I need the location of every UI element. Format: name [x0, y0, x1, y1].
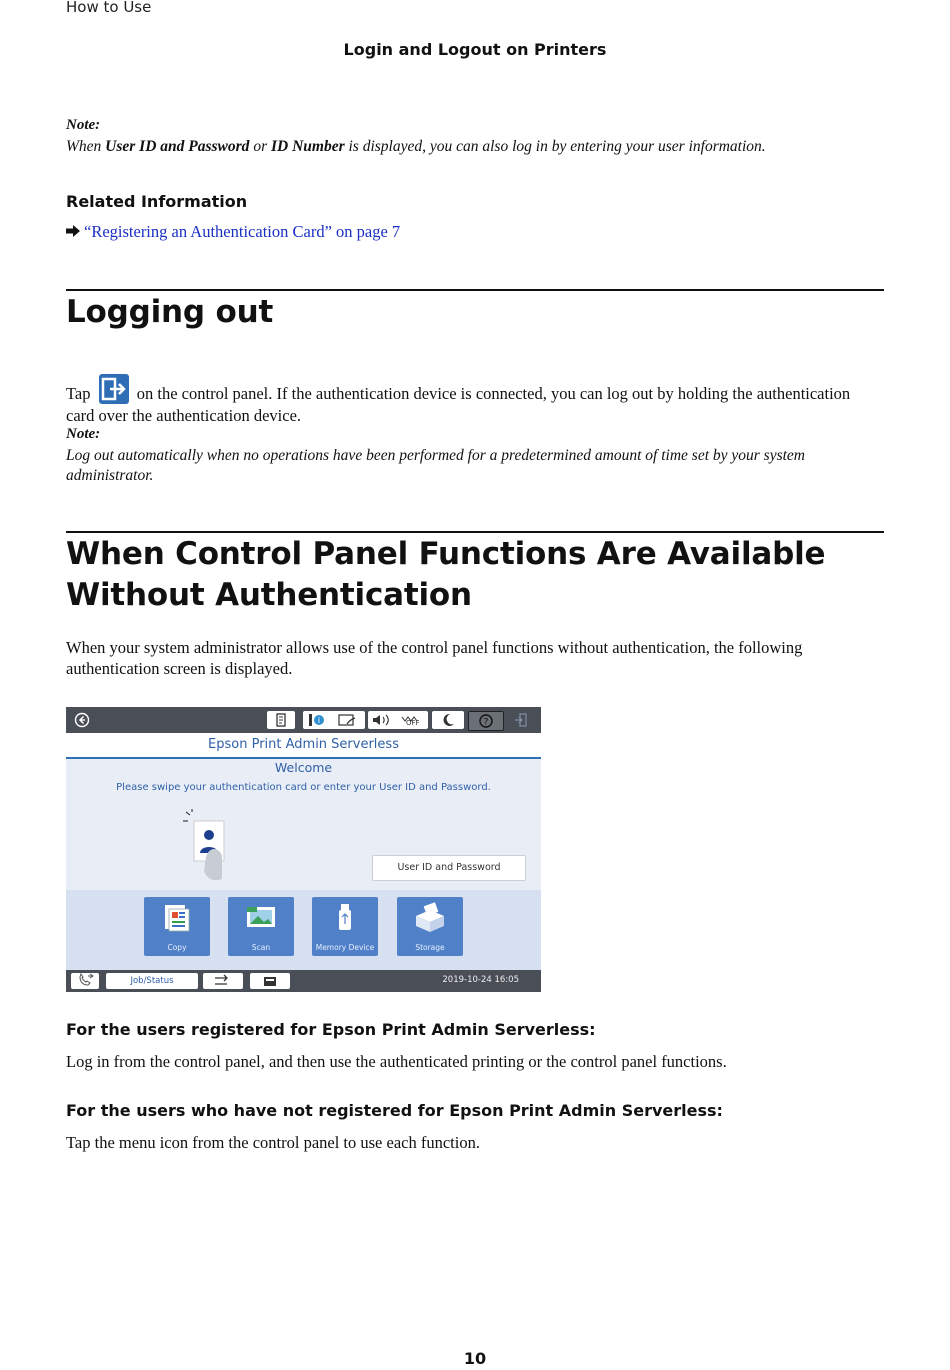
job-list-icon [203, 973, 243, 989]
job-status-button[interactable]: Job/Status [106, 973, 198, 989]
logout-text: on the control panel. If the authentication device is connected, you can log out by holding the authentication card over the authentication device. [66, 384, 851, 425]
brand-bar [66, 733, 541, 759]
swipe-instruction: Please swipe your authentication card or enter your User ID and Password. [116, 782, 491, 793]
note-text [66, 137, 866, 157]
printer-status-icon [267, 711, 295, 729]
copy-label: Copy [167, 943, 187, 952]
brand-title: Epson Print Admin Serverless [208, 737, 399, 752]
off-label: OFF [406, 719, 420, 727]
scan-label: Scan [251, 943, 271, 952]
moon-icon [432, 711, 464, 729]
section-rule [66, 531, 884, 533]
logout-note-text: Log out automatically when no operations have been performed for a predetermined amount of time set by your system administrator. [66, 447, 806, 484]
status-bar [66, 707, 541, 733]
note-text-part: When [66, 138, 106, 155]
control-panel-screen [66, 707, 541, 992]
logout-icon [98, 373, 130, 405]
unregistered-users-heading: For the users who have not registered for Epson Print Admin Serverless: [66, 1101, 723, 1120]
network-status-icon [303, 711, 365, 729]
welcome-text: Welcome [274, 760, 333, 775]
scan-tile[interactable] [228, 897, 294, 956]
help-icon [469, 712, 503, 730]
note-bold-user-id: User ID and Password [105, 138, 250, 155]
fax-status-button[interactable] [71, 973, 99, 989]
section-rule [66, 289, 884, 291]
note-bold-id-number: ID Number [270, 138, 345, 155]
svg-text:i: i [317, 716, 321, 725]
no-auth-intro: When your system administrator allows use of the control panel functions without authentication, the following authentication screen is displayed. [66, 638, 803, 678]
unregistered-users-text: Tap the menu icon from the control panel to use each function. [66, 1133, 480, 1152]
menu-band [66, 890, 541, 970]
status-sound-button[interactable] [368, 711, 428, 729]
user-id-password-button[interactable]: User ID and Password [372, 855, 526, 881]
back-icon[interactable] [74, 712, 90, 728]
running-header-title: Login and Logout on Printers [343, 40, 607, 59]
sleep-button[interactable] [432, 711, 464, 729]
printer-icon [250, 973, 290, 989]
storage-label: Storage [415, 943, 445, 952]
status-printer-button[interactable] [267, 711, 295, 729]
printer-info-button[interactable] [250, 973, 290, 989]
fax-icon [71, 973, 99, 989]
note-text-part: or [249, 138, 271, 155]
logout-small-icon[interactable] [512, 712, 530, 728]
card-swipe-illustration-icon [180, 809, 240, 887]
logout-tap-word: Tap [66, 384, 91, 403]
running-header-section: How to Use [66, 0, 152, 16]
registered-users-text: Log in from the control panel, and then use the authenticated printing or the control panel functions. [66, 1052, 727, 1071]
speaker-icon [368, 711, 398, 729]
usb-icon [335, 902, 355, 934]
status-network-button[interactable] [303, 711, 365, 729]
help-button[interactable] [468, 711, 504, 731]
arrow-right-icon [66, 225, 80, 237]
copy-icon [162, 903, 192, 933]
note-label: Note: [66, 117, 101, 133]
registered-users-heading: For the users registered for Epson Print Admin Serverless: [66, 1020, 596, 1039]
memory-device-label: Memory Device [315, 943, 375, 952]
memory-device-tile[interactable] [312, 897, 378, 956]
note-text-part: is displayed, you can also log in by entering your user information. [344, 138, 766, 155]
job-queue-button[interactable] [203, 973, 243, 989]
logout-note-label: Note: [66, 426, 101, 442]
date-time: 2019-10-24 16:05 [442, 975, 519, 985]
section-heading-logging-out: Logging out [66, 294, 274, 330]
related-information-heading: Related Information [66, 192, 248, 211]
copy-tile[interactable] [144, 897, 210, 956]
section-heading-no-auth: When Control Panel Functions Are Available Without Authentication [66, 536, 826, 613]
logout-paragraph [66, 373, 876, 426]
page-number: 10 [463, 1349, 487, 1368]
svg-text:?: ? [483, 717, 489, 728]
storage-icon [412, 902, 448, 934]
scan-icon [244, 903, 278, 933]
storage-tile[interactable] [397, 897, 463, 956]
related-link[interactable] [66, 222, 400, 242]
related-link-text[interactable]: “Registering an Authentication Card” on page 7 [84, 222, 401, 241]
bottom-bar [66, 970, 541, 992]
